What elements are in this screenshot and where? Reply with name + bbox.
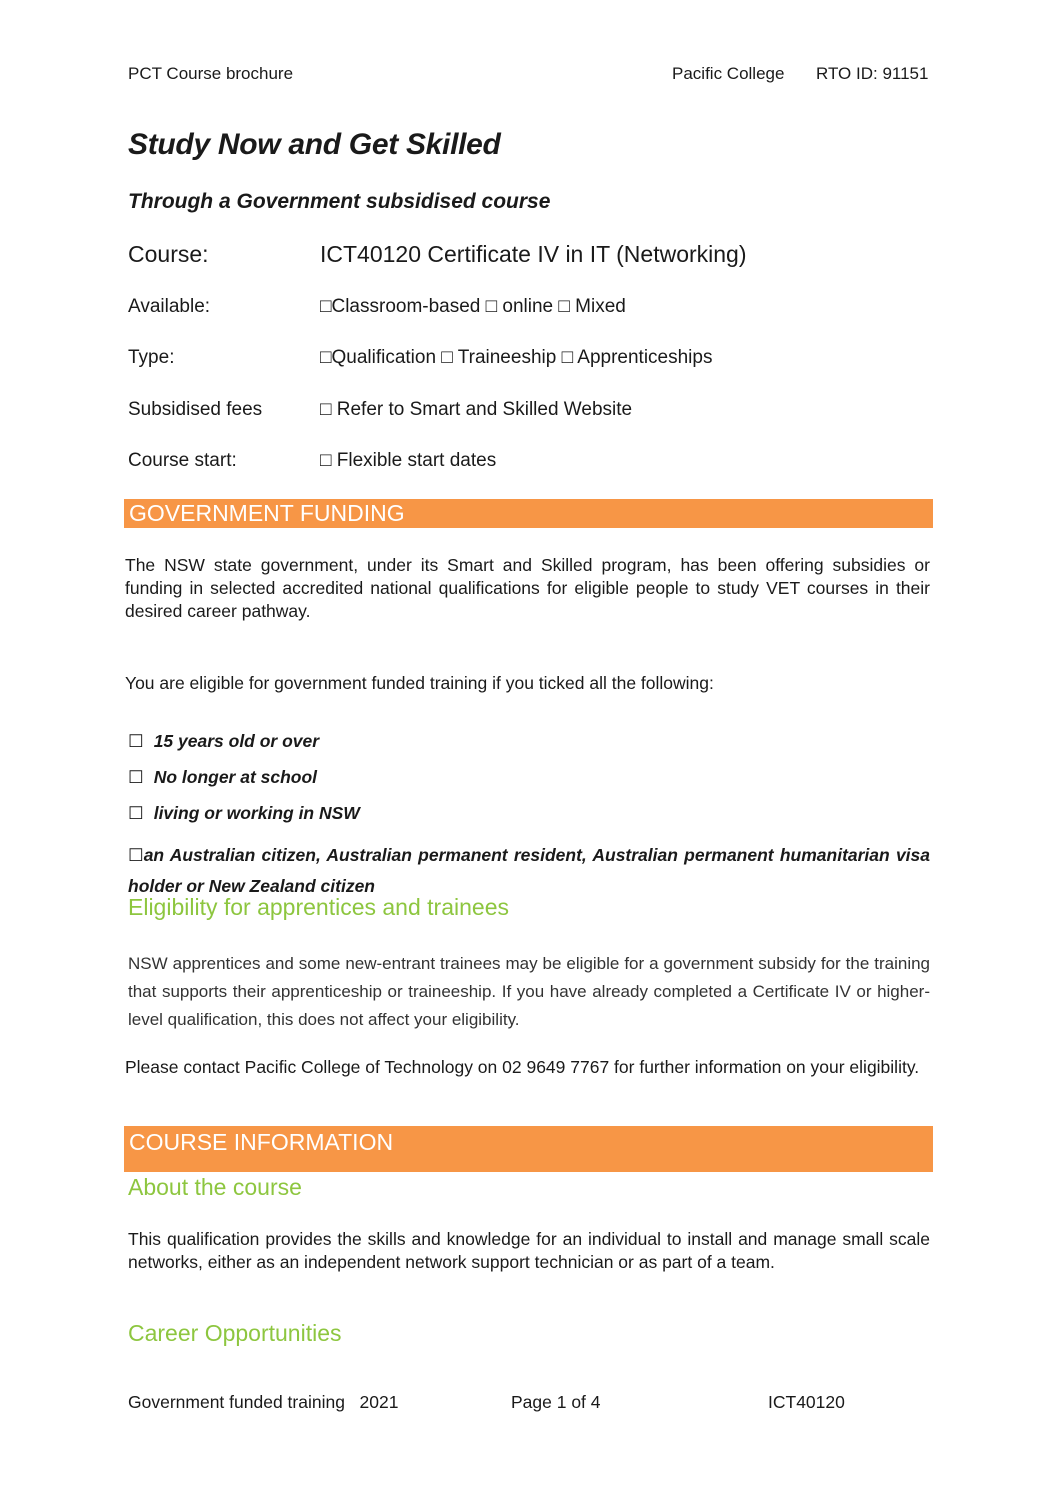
info-value-type: □Qualification □ Traineeship □ Apprenticeships xyxy=(320,347,713,368)
checkbox-icon: ☐ xyxy=(128,845,144,865)
criterion-label: 15 years old or over xyxy=(153,731,320,751)
apprentices-text: NSW apprentices and some new-entrant trainees may be eligible for a government subsidy for the training that supports their apprenticeship or traineeship. If you have already completed a Certificate IV or higher-level qualification, this does not affect your eligibility. xyxy=(128,954,930,1029)
footer-page: Page 1 of 4 xyxy=(511,1392,601,1412)
section-heading-funding: GOVERNMENT FUNDING xyxy=(129,500,405,526)
contact-text: Please contact Pacific College of Technology on 02 9649 7767 for further information on your eligibility. xyxy=(125,1057,920,1077)
criterion-label: living or working in NSW xyxy=(153,803,360,823)
header-rto: RTO ID: 91151 xyxy=(816,64,929,83)
criterion-label: No longer at school xyxy=(153,767,318,787)
checkbox-icon: ☐ xyxy=(128,731,144,751)
info-label-course: Course: xyxy=(128,241,209,267)
checkbox-icon: ☐ xyxy=(128,803,144,823)
about-heading: About the course xyxy=(128,1174,302,1200)
page-subtitle: Through a Government subsidised course xyxy=(128,190,551,213)
footer-code: ICT40120 xyxy=(768,1392,845,1412)
criterion-school xyxy=(128,767,317,788)
page-title: Study Now and Get Skilled xyxy=(128,128,501,161)
info-label-start: Course start: xyxy=(128,450,237,471)
career-heading: Career Opportunities xyxy=(128,1320,342,1346)
header-college: Pacific College xyxy=(672,64,785,83)
criterion-nsw xyxy=(128,803,360,824)
checkbox-icon: ☐ xyxy=(128,767,144,787)
info-value-fees: □ Refer to Smart and Skilled Website xyxy=(320,399,633,420)
info-label-fees: Subsidised fees xyxy=(128,399,263,420)
info-label-type: Type: xyxy=(128,347,175,368)
info-label-available: Available: xyxy=(128,296,211,317)
criterion-age xyxy=(128,731,319,752)
header-title: PCT Course brochure xyxy=(128,64,294,83)
section-band-course-info xyxy=(124,1126,933,1172)
apprentices-heading: Eligibility for apprentices and trainees xyxy=(128,894,509,920)
criterion-citizen xyxy=(128,840,930,902)
footer-left: Government funded training 2021 xyxy=(128,1392,399,1412)
info-value-available: □Classroom-based □ online □ Mixed xyxy=(320,296,626,317)
eligible-line: You are eligible for government funded training if you ticked all the following: xyxy=(125,673,714,693)
info-value-start: □ Flexible start dates xyxy=(320,450,497,471)
section-band-funding xyxy=(124,499,933,528)
criterion-label: an Australian citizen, Australian permanent resident, Australian permanent humanitarian visa holder or New Zealand citizen xyxy=(128,845,930,896)
funding-intro: The NSW state government, under its Smart and Skilled program, has been offering subsidies or funding in selected accredited national qualifications for eligible people to study VET courses in their desired career pathway. xyxy=(125,555,930,621)
section-heading-course-info: COURSE INFORMATION xyxy=(129,1129,394,1155)
info-value-course: ICT40120 Certificate IV in IT (Networking) xyxy=(320,241,747,267)
about-text: This qualification provides the skills and knowledge for an individual to install and manage small scale networks, either as an independent network support technician or as part of a team. xyxy=(128,1229,930,1272)
